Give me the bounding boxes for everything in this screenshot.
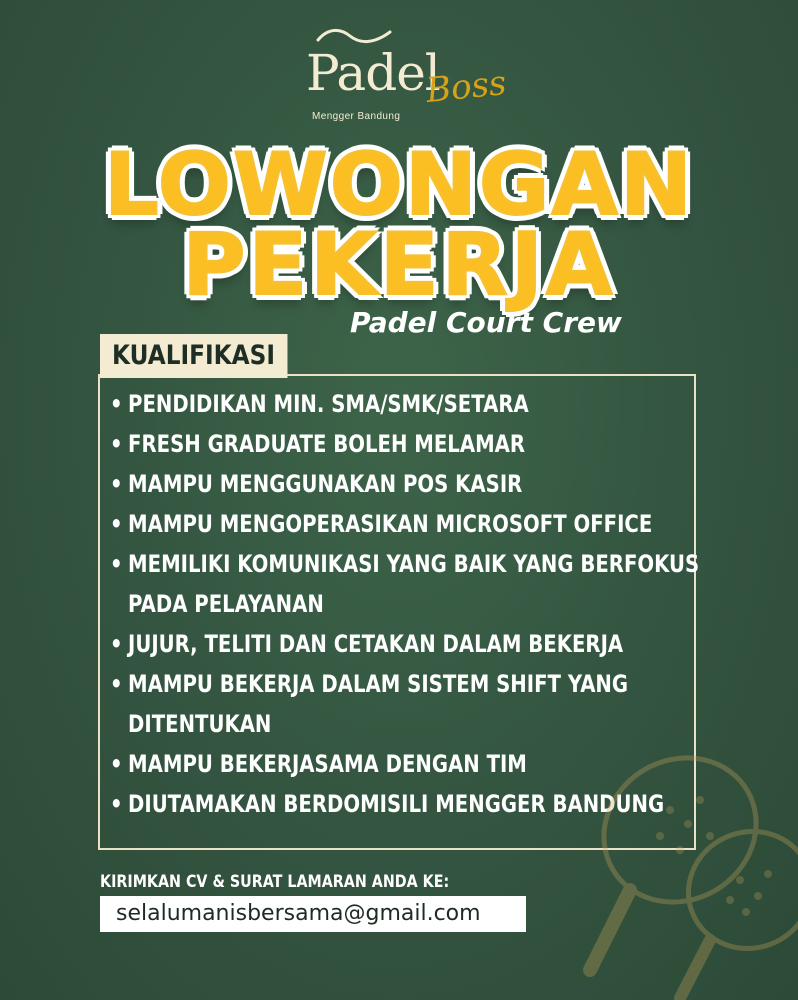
- qualification-text: MAMPU BEKERJASAMA DENGAN TIM: [128, 750, 527, 778]
- bullet-icon: •: [110, 390, 123, 418]
- qualification-item: [110, 464, 700, 504]
- qualification-item: [110, 664, 700, 744]
- bullet-icon: •: [110, 430, 123, 458]
- qualification-text: DIUTAMAKAN BERDOMISILI MENGGER BANDUNG: [128, 790, 665, 818]
- bullet-icon: •: [110, 670, 123, 698]
- qualification-item: [110, 424, 700, 464]
- bullet-icon: •: [110, 790, 123, 818]
- bullet-icon: •: [110, 550, 123, 578]
- bullet-icon: •: [110, 750, 123, 778]
- qualification-text: FRESH GRADUATE BOLEH MELAMAR: [128, 430, 526, 458]
- qualification-item: [110, 504, 700, 544]
- qualification-text: MAMPU BEKERJA DALAM SISTEM SHIFT YANG DITENTUKAN: [128, 670, 629, 738]
- bullet-icon: •: [110, 510, 123, 538]
- bullet-icon: •: [110, 630, 123, 658]
- headline-line2: PEKERJA: [182, 215, 616, 315]
- logo-tagline: Mengger Bandung: [312, 111, 401, 122]
- swoosh-icon: [314, 26, 394, 46]
- application-instruction: KIRIMKAN CV & SURAT LAMARAN ANDA KE:: [100, 872, 450, 892]
- bullet-icon: •: [110, 470, 123, 498]
- qualification-text: JUJUR, TELITI DAN CETAKAN DALAM BEKERJA: [128, 630, 624, 658]
- section-label: KUALIFIKASI: [100, 334, 287, 378]
- qualification-item: [110, 544, 700, 624]
- qualification-item: [110, 384, 700, 424]
- headline-line1: LOWONGAN: [104, 135, 694, 235]
- logo-script: Boss: [424, 62, 509, 112]
- qualification-text: MEMILIKI KOMUNIKASI YANG BAIK YANG BERFOKUS PADA PELAYANAN: [128, 550, 700, 618]
- padel-racket-icon: [560, 740, 798, 1000]
- qualification-item: [110, 624, 700, 664]
- padelboss-logo: [300, 22, 510, 122]
- job-subtitle: Padel Court Crew: [350, 306, 622, 339]
- qualification-text: MAMPU MENGGUNAKAN POS KASIR: [128, 470, 523, 498]
- qualification-text: MAMPU MENGOPERASIKAN MICROSOFT OFFICE: [128, 510, 653, 538]
- logo-wordmark: Padel: [306, 44, 440, 102]
- qualification-text: PENDIDIKAN MIN. SMA/SMK/SETARA: [128, 390, 529, 418]
- email-address[interactable]: selalumanisbersama@gmail.com: [100, 896, 526, 932]
